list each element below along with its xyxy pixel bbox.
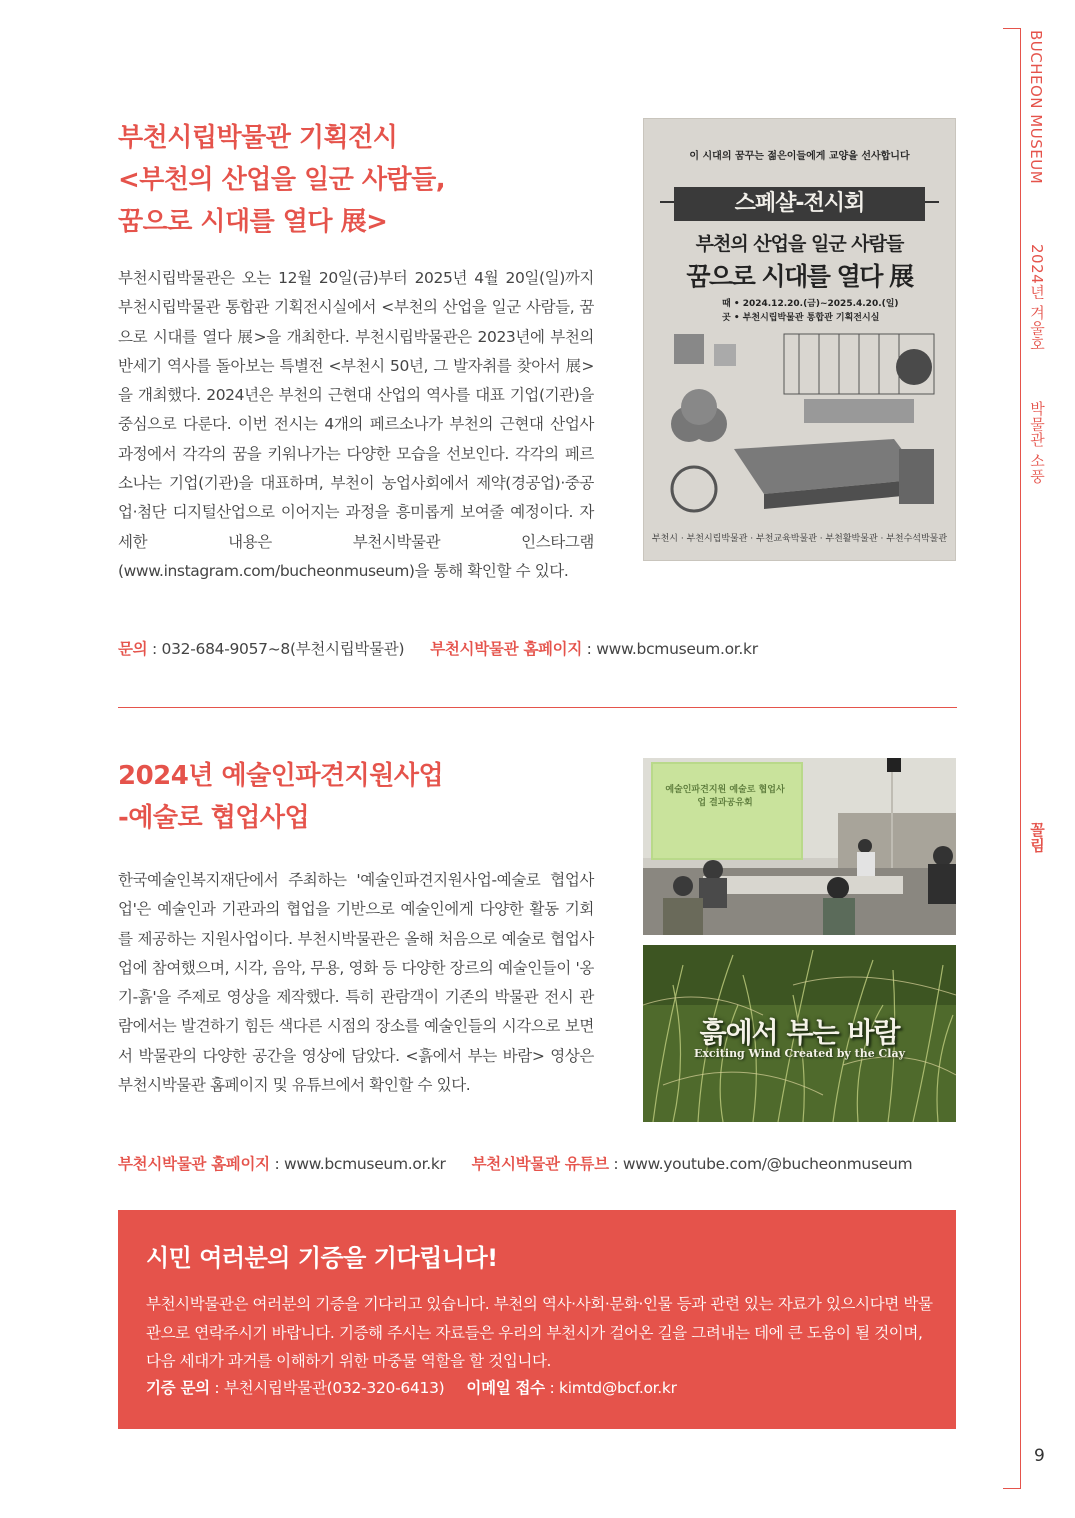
homepage-label: 부천시박물관 홈페이지 bbox=[118, 1155, 270, 1173]
youtube-label: 부천시박물관 유튜브 bbox=[471, 1155, 609, 1173]
poster-date: 때 • 2024.12.20.(금)~2025.4.20.(일) bbox=[722, 299, 899, 309]
poster-place: 곳 • 부천시립박물관 통합관 기획전시실 bbox=[722, 313, 880, 323]
video-subtitle: Exciting Wind Created by the Clay bbox=[693, 1047, 905, 1060]
section1-title bbox=[118, 117, 445, 243]
poster-illustration bbox=[664, 329, 939, 519]
section1-title-line: <부천의 산업을 일군 사람들, bbox=[118, 165, 446, 195]
section2-contact-row bbox=[118, 1152, 912, 1174]
youtube-link[interactable]: : www.youtube.com/@bucheonmuseum bbox=[608, 1155, 913, 1173]
section2-title-line: 2024년 예술인파견지원사업 bbox=[118, 761, 444, 791]
section2-title-line: -예술로 협업사업 bbox=[118, 803, 310, 833]
exhibition-poster bbox=[643, 118, 956, 561]
page-number: 9 bbox=[1034, 1446, 1045, 1466]
poster-subtitle: 부천의 산업을 일군 사람들 bbox=[695, 233, 904, 255]
homepage-label: 부천시박물관 홈페이지 bbox=[430, 640, 583, 658]
sidebar-section: 박물관 소풍 bbox=[1028, 401, 1046, 484]
donation-email-label: 이메일 접수 bbox=[466, 1379, 545, 1397]
section-divider bbox=[118, 707, 957, 708]
donation-title: 시민 여러분의 기증을 기다립니다! bbox=[146, 1244, 498, 1272]
homepage-link[interactable]: : www.bcmuseum.or.kr bbox=[269, 1155, 446, 1173]
sidebar-issue: 2024년 겨울호 bbox=[1028, 244, 1046, 352]
donation-email-link[interactable]: : kimtd@bcf.or.kr bbox=[544, 1379, 677, 1397]
video-title: 흙에서 부는 바람 bbox=[699, 1016, 900, 1049]
video-still bbox=[643, 945, 956, 1122]
poster-main-title: 꿈으로 시대를 열다 展 bbox=[686, 262, 913, 291]
section1-title-line: 꿈으로 시대를 열다 展> bbox=[118, 207, 388, 237]
poster-banner: 스페샬-전시회 bbox=[674, 187, 925, 221]
sidebar-rule-top bbox=[1003, 28, 1021, 29]
sidebar-rule-bottom bbox=[1003, 1488, 1021, 1489]
section1-contact-row bbox=[118, 637, 758, 659]
homepage-link[interactable]: : www.bcmuseum.or.kr bbox=[582, 640, 758, 658]
donation-body: 부천시박물관은 여러분의 기증을 기다리고 있습니다. 부천의 역사·사회·문화·인물 등과 관련 있는 자료가 있으시다면 박물관으로 연락주시기 바랍니다. 기증해 주시는 자료들은 우리의 부천시가 걸어온 길을 그려내는 데에 큰 도움이 될 것이며, 다음 세대가 과거를 이해하기 위한 마중물 역할을 할 것입니다. bbox=[146, 1295, 933, 1370]
meeting-screen-text: 예술인파견지원 예술로 협업사업 결과공유회 bbox=[665, 785, 785, 808]
section1-title-line: 부천시립박물관 기획전시 bbox=[118, 123, 398, 153]
donation-contact-row bbox=[146, 1376, 677, 1398]
sidebar-museum: BUCHEON MUSEUM bbox=[1027, 30, 1045, 185]
section1-body: 부천시립박물관은 오는 12월 20일(금)부터 2025년 4월 20일(일)까지 부천시립박물관 통합관 기획전시실에서 <부천의 산업을 일군 사람들, 꿈으로 시대를 열다 展>을 개최한다. 부천시립박물관은 2023년에 부천의 반세기 역사를 돌아보는 특별전 <부천시 50년, 그 발자취를 찾아서 展>을 개최했다. 2024년은 부천의 근현대 산업의 역사를 대표 기업(기관)을 중심으로 다룬다. 이번 전시는 4개의 페르소나가 부천의 근현대 산업사 과정에서 각각의 꿈을 키워나가는 다양한 모습을 선보인다. 각각의 페르소나는 기업(기관)을 대표하며, 부천이 농업사회에서 제약(경공업)·중공업·첨단 디지털산업으로 이어지는 과정을 흥미롭게 보여줄 예정이다. 자세한 내용은 부천시박물관 인스타그램(www.instagram.com/bucheonmuseum)을 통해 확인할 수 있다. bbox=[118, 269, 594, 580]
sidebar-rule bbox=[1020, 28, 1021, 1488]
poster-tagline: 이 시대의 꿈꾸는 젊은이들에게 교양을 선사합니다 bbox=[689, 151, 910, 162]
contact-label: 문의 bbox=[118, 640, 148, 658]
contact-value: : 032-684-9057~8(부천시립박물관) bbox=[147, 640, 405, 658]
donation-box bbox=[118, 1210, 956, 1429]
sidebar-tag: 꼴림 bbox=[1028, 822, 1046, 853]
poster-info bbox=[722, 297, 899, 325]
section2-body: 한국예술인복지재단에서 주최하는 '예술인파견지원사업-예술로 협업사업'은 예술인과 기관과의 협업을 기반으로 예술인에게 다양한 활동 기회를 제공하는 지원사업이다. 부천시박물관은 올해 처음으로 예술로 협업사업에 참여했으며, 시각, 음악, 무용, 영화 등 다양한 장르의 예술인들이 '옹기-흙'을 주제로 영상을 제작했다. 특히 관람객이 기존의 박물관 전시 관람에서는 발견하기 힘든 색다른 시점의 장소를 예술인들의 시각으로 보면서 박물관의 다양한 공간을 영상에 담았다. <흙에서 부는 바람> 영상은 부천시박물관 홈페이지 및 유튜브에서 확인할 수 있다. bbox=[118, 871, 594, 1095]
poster-logos: 부천시 · 부천시립박물관 · 부천교육박물관 · 부천활박물관 · 부천수석박물관 bbox=[651, 534, 948, 544]
donation-contact-label: 기증 문의 bbox=[146, 1379, 210, 1397]
section2-title bbox=[118, 755, 443, 839]
meeting-photo bbox=[643, 758, 956, 935]
donation-contact-value: : 부천시립박물관(032-320-6413) bbox=[209, 1379, 445, 1397]
